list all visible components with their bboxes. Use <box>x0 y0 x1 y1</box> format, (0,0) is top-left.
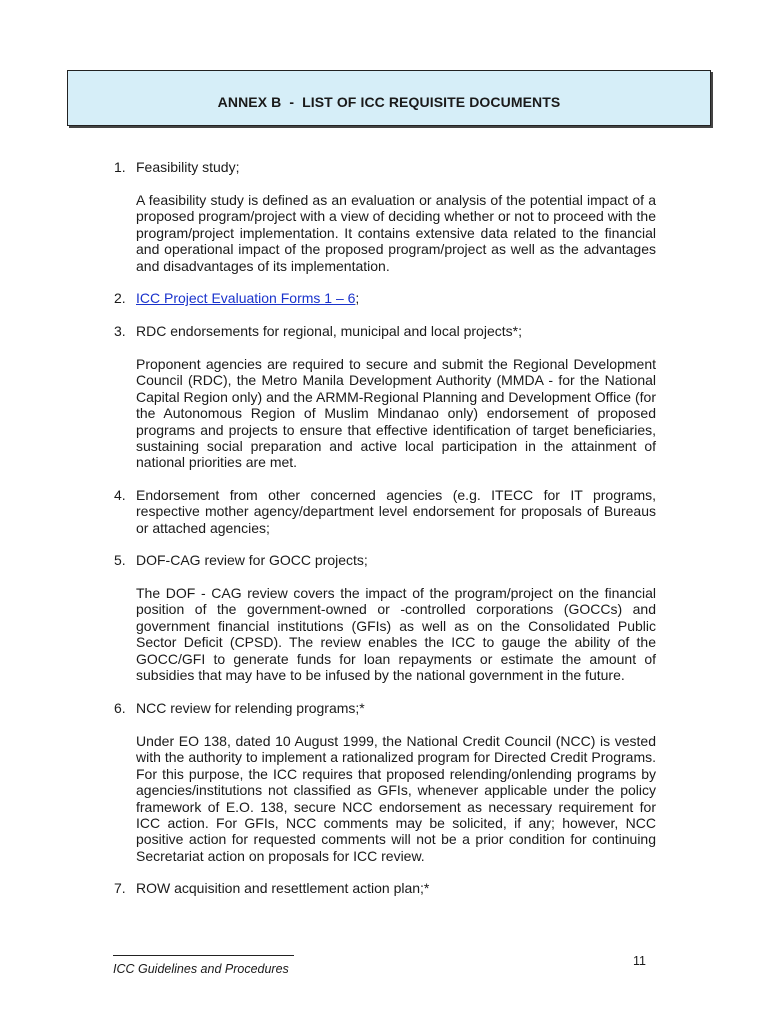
item-6-description: Under EO 138, dated 10 August 1999, the National Credit Council (NCC) is vested with the authority to implement a rationalized program for Directed Credit Programs. For this purpose, the ICC requires that proposed relending/onlending programs by agencies/institutions not classified as GFIs, whenever applicable under the policy framework of E.O. 138, secure NCC endorsement as necessary requirement for ICC action. For GFIs, NCC comments may be solicited, if any; however, NCC positive action for requested comments will not be a prior condition for continuing Secretariat action on proposals for ICC review. <box>136 733 656 864</box>
page-number: 11 <box>633 954 646 968</box>
item-heading: DOF-CAG review for GOCC projects; <box>136 552 368 568</box>
page-title: ANNEX B - LIST OF ICC REQUISITE DOCUMENTS <box>217 94 561 110</box>
item-suffix: ; <box>355 290 360 306</box>
list-item-2 <box>114 290 359 306</box>
title-box <box>67 70 711 126</box>
item-number: 1. <box>114 159 126 175</box>
list-item-1 <box>114 159 239 175</box>
item-number: 4. <box>114 487 126 503</box>
item-3-description: Proponent agencies are required to secure and submit the Regional Development Council (RDC), the Metro Manila Development Authority (MMDA - for the National Capital Region only) and the ARMM-Regional Planning and Development Office (for the Autonomous Region of Muslim Mindanao only) endorsement of proposed programs and projects to ensure that effective identification of target beneficiaries, sustaining social preparation and active local participation in the attainment of national priorities are met. <box>136 356 656 471</box>
item-number: 7. <box>114 880 126 896</box>
item-heading: ROW acquisition and resettlement action plan;* <box>136 880 430 896</box>
evaluation-forms-link[interactable]: ICC Project Evaluation Forms 1 – 6 <box>136 290 356 306</box>
item-number: 2. <box>114 290 126 306</box>
item-number: 5. <box>114 552 126 568</box>
footer-title: ICC Guidelines and Procedures <box>113 962 289 976</box>
footer-divider <box>113 955 294 956</box>
item-number: 3. <box>114 323 126 339</box>
item-1-description: A feasibility study is defined as an evaluation or analysis of the potential impact of a proposed program/project with a view of deciding whether or not to proceed with the program/project implementation. It contains extensive data related to the financial and operational impact of the proposed program/project as well as the advantages and disadvantages of its implementation. <box>136 192 656 274</box>
item-4-description: Endorsement from other concerned agencies (e.g. ITECC for IT programs, respective mother agency/department level endorsement for proposals of Bureaus or attached agencies; <box>136 487 656 536</box>
list-item-6 <box>114 700 365 716</box>
item-heading: NCC review for relending programs;* <box>136 700 365 716</box>
list-item-5 <box>114 552 368 568</box>
list-item-3 <box>114 323 522 339</box>
list-item-4 <box>114 487 136 503</box>
list-item-7 <box>114 880 429 896</box>
item-heading: Feasibility study; <box>136 159 240 175</box>
item-5-description: The DOF - CAG review covers the impact of the program/project on the financial position of the government-owned or -controlled corporations (GOCCs) and government financial institutions (GFIs) as well as on the Consolidated Public Sector Deficit (CPSD). The review enables the ICC to gauge the ability of the GOCC/GFI to generate funds for loan repayments or estimate the amount of subsidies that may have to be infused by the national government in the future. <box>136 585 656 684</box>
item-heading: RDC endorsements for regional, municipal and local projects*; <box>136 323 522 339</box>
item-number: 6. <box>114 700 126 716</box>
